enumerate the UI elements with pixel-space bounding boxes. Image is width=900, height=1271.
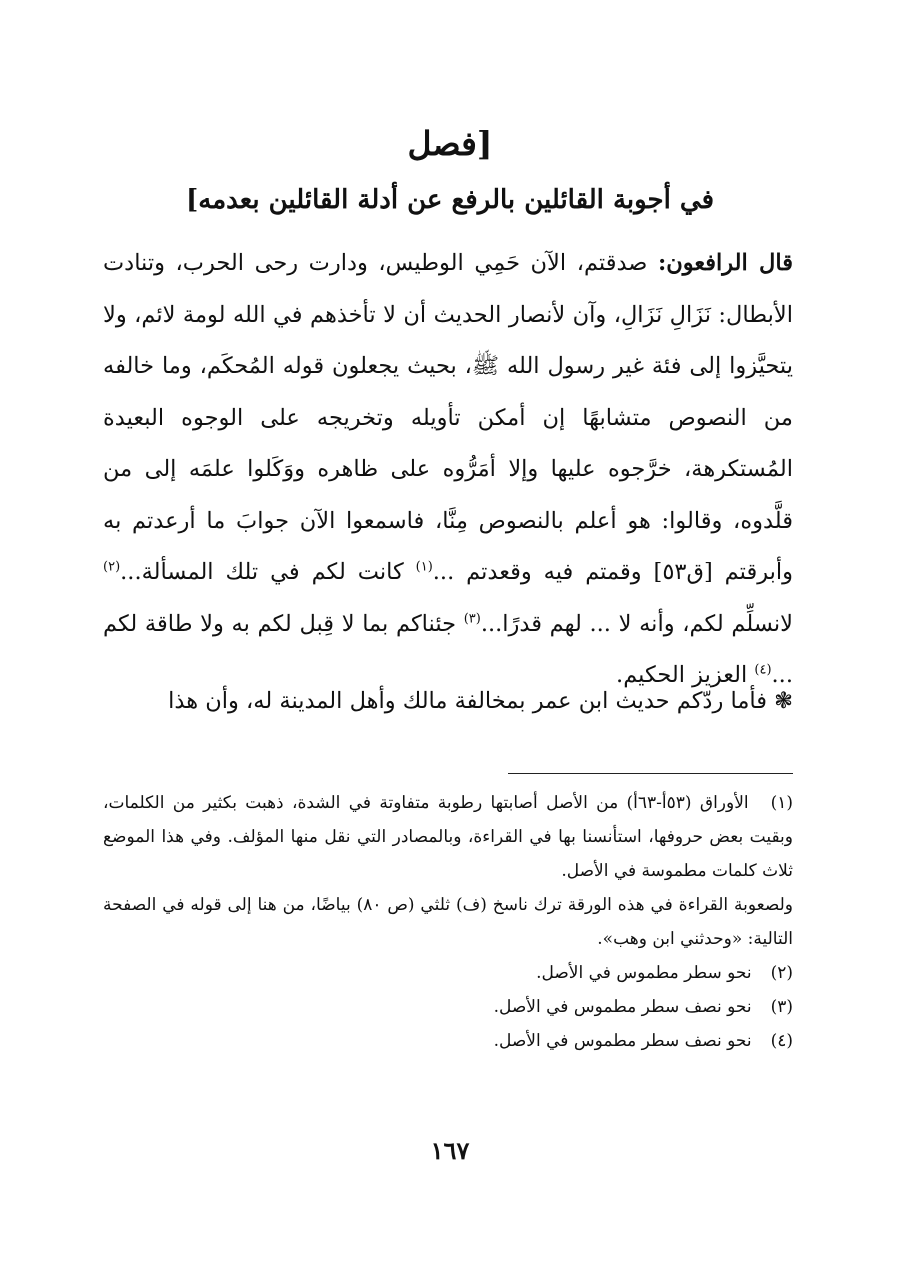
footnote-ref-1: (١) xyxy=(415,559,433,575)
footnote-text: نحو نصف سطر مطموس في الأصل. xyxy=(493,997,752,1017)
text-segment-3: لانسلِّم لكم، وأنه لا ... لهم قدرًا... xyxy=(480,610,793,637)
paragraph-lead: قال الرافعون: xyxy=(657,250,793,276)
footnote-item xyxy=(103,1024,793,1058)
footnote-continuation: ولصعوبة القراءة في هذه الورقة ترك ناسخ (ف) ثلثي (ص ٨٠) بياضًا، من هنا إلى قوله في الصفحة التالية: «وحدثني ابن وهب». xyxy=(103,895,793,949)
footnote-ref-4: (٤) xyxy=(754,662,772,678)
section-title: [فصل xyxy=(407,124,493,163)
footnote-number: (١) xyxy=(770,793,793,813)
footnote-item xyxy=(103,990,793,1024)
footnote-number: (٤) xyxy=(770,1031,793,1051)
text-segment-2: كانت لكم في تلك المسألة... xyxy=(120,559,416,585)
second-paragraph: ❃ فأما ردّكم حديث ابن عمر بمخالفة مالك وأهل المدينة له، وأن هذا xyxy=(168,688,793,714)
footnote-number: (٢) xyxy=(770,963,793,983)
footnote-number: (٣) xyxy=(770,997,793,1017)
footnote-ref-3: (٣) xyxy=(463,611,481,626)
section-subtitle: في أجوبة القائلين بالرفع عن أدلة القائلين بعدمه] xyxy=(185,185,715,215)
footnote-text: الأوراق (٥٣أ-٦٣أ) من الأصل أصابتها رطوبة متفاوتة في الشدة، ذهبت بكثير من الكلمات، وبقيت بعض حروفها، استأنسنا بها في القراءة، وبالمصادر التي نقل منها المؤلف. وفي هذا الموضع ثلاث كلمات مطموسة في الأصل. xyxy=(103,793,793,881)
text-segment-4: جئناكم بما لا قِبل لكم به ولا طاقة لكم ... xyxy=(103,610,793,688)
footnote-item xyxy=(103,956,793,990)
footnote-ref-2: (٢) xyxy=(103,559,121,575)
page-number: ١٦٧ xyxy=(430,1136,470,1165)
footnote-text: نحو نصف سطر مطموس في الأصل. xyxy=(493,1031,752,1051)
footnotes-list xyxy=(103,786,793,1058)
footnote-text: نحو سطر مطموس في الأصل. xyxy=(536,963,752,983)
footnote-item xyxy=(103,786,793,888)
footnote-divider xyxy=(508,773,793,774)
text-segment-1: صدقتم، الآن حَمِي الوطيس، ودارت رحى الحرب، وتنادت الأبطال: نَزَالِ نَزَالِ، وآن لأنصار الحديث أن لا تأخذهم في الله لومة لائم، ولا يتحيَّزوا إلى فئة غير رسول الله ﷺ، بحيث يجعلون قوله المُحكَم، وما خالفه من النصوص متشابهًا إن أمكن تأويله وتخريجه على الوجوه البعيدة المُستكرهة، خرَّجوه عليها وإلا أمَرُّوه على ظاهره ووَكَلوا علمَه إلى من قلَّدوه، وقالوا: هو أعلم بالنصوص مِنَّا، فاسمعوا الآن جوابَ ما أرعدتم به وأبرقتم [ق٥٣] وقمتم فيه وقعدتم ... xyxy=(103,250,793,585)
text-segment-5: العزيز الحكيم. xyxy=(616,662,755,688)
main-paragraph xyxy=(103,238,793,702)
